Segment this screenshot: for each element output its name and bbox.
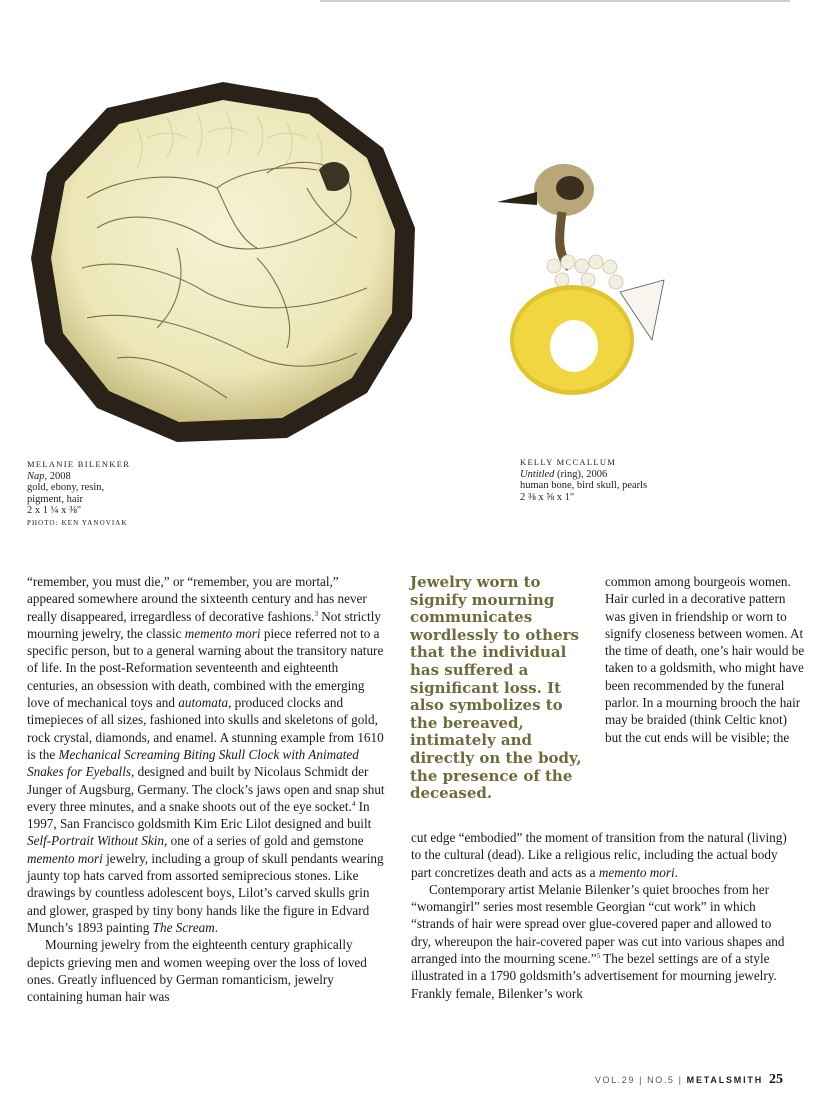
caption-materials: pigment, hair — [27, 493, 83, 505]
paragraph: Mourning jewelry from the eighteenth century graphically depicts grieving men and women weeping over the loss of loved ones. Greatly influenced by German romanticism, jewelry containing human hair was — [27, 937, 367, 1005]
magazine-name: METALSMITH — [686, 1075, 763, 1085]
footnote-ref: 4 — [351, 799, 356, 808]
caption-artwork-year: (ring), 2006 — [554, 468, 608, 480]
caption-mccallum — [520, 457, 750, 503]
footnote-ref: 5 — [596, 952, 601, 961]
caption-artwork-title: Untitled — [520, 468, 555, 480]
paragraph: cut edge “embodied” the moment of transition from the natural (living) to the cultural (dead). Like a religious relic, including the actual body part concretizes death and acts as a memento mori. — [411, 830, 787, 880]
pull-quote: Jewelry worn to signify mourning communicates wordlessly to others that the individual has suffered a significant loss. It also symbolizes to the bereaved, intimately and directly on the body, the presence of the deceased. — [410, 573, 582, 803]
article-column-3: common among bourgeois women. Hair curled in a decorative pattern was given in friendship or worn to signify closeness between women. At the time of death, one’s hair would be taken to a goldsmith, who might have been recommended by the funeral parlor. In a mourning brooch the hair may be braided (think Celtic knot) but the cut ends will be visible; the — [605, 574, 805, 745]
caption-materials: gold, ebony, resin, — [27, 482, 105, 493]
caption-artwork-year: , 2008 — [44, 470, 71, 482]
caption-dimensions: 2 x 1 ¼ x ⅜" — [27, 505, 82, 516]
mccallum-untitled-ring-image — [492, 150, 672, 405]
paragraph: “remember, you must die,” or “remember, you are mortal,” appeared somewhere around the sixteenth century and has never really disappeared, irregardless of decorative fashions.$^3$ Not strictly mourning jewelry, the classic memento mori piece referred not to a specific person, but to a general warning about the transitory nature of life. In the post-Reformation seventeenth and eighteenth centuries, an obsession with death, combined with the emerging love of mechanical toys and automata, produced clocks and timepieces of all sizes, fashioned into skulls and skeletons of gold, rock crystal, diamonds, and enamel. A stunning example from 1610 is the Mechanical Screaming Biting Skull Clock with Animated Snakes for Eyeballs, designed and built by Nicolaus Schmidt der Junger of Augsburg, Germany. The clock’s jaws open and snap shut every three minutes, and a snake shoots out of the eye socket.$^4$ In 1997, San Francisco goldsmith Kim Eric Lilot designed and built Self-Portrait Without Skin, one of a series of gold and gemstone memento mori jewelry, including a group of skull pendants wearing jaunty top hats carved from assorted semiprecious stones. Like drawings by countless adolescent boys, Lilot’s carved skulls grin and glower, grasped by tiny bony hands like the figure in Edvard Munch’s 1893 painting The Scream. — [27, 574, 385, 935]
caption-artwork-title: Nap — [27, 470, 45, 482]
page-footer — [595, 1072, 783, 1088]
caption-bilenker — [27, 459, 247, 529]
paragraph: Contemporary artist Melanie Bilenker’s quiet brooches from her “womangirl” series most resemble Georgian “cut work” in which “strands of hair were spread over glue-covered paper and allowed to dry, whereupon the hair-covered paper was cut into various shapes and arranged into the mourning scene.”$^5$ The bezel settings are of a style illustrated in a 1790 goldsmith’s advertisement for mourning jewelry. Frankly female, Bilenker’s work — [411, 881, 785, 1001]
article-column-1 — [27, 573, 389, 1005]
issue-info: VOL.29 | NO.5 | — [594, 1075, 687, 1085]
top-rule — [320, 0, 790, 2]
page-number: 25 — [769, 1072, 783, 1087]
footnote-ref: 3 — [314, 609, 318, 618]
caption-dimensions: 2 ⅜ x ⅝ x 1" — [520, 491, 575, 503]
bilenker-nap-brooch-image — [27, 78, 419, 446]
caption-photo-credit: PHOTO: KEN YANOVIAK — [27, 518, 128, 527]
caption-artist-name: KELLY MCCALLUM — [520, 457, 617, 467]
caption-materials: human bone, bird skull, pearls — [520, 480, 648, 491]
caption-artist-name: MELANIE BILENKER — [27, 459, 131, 469]
article-column-2 — [411, 829, 791, 1002]
